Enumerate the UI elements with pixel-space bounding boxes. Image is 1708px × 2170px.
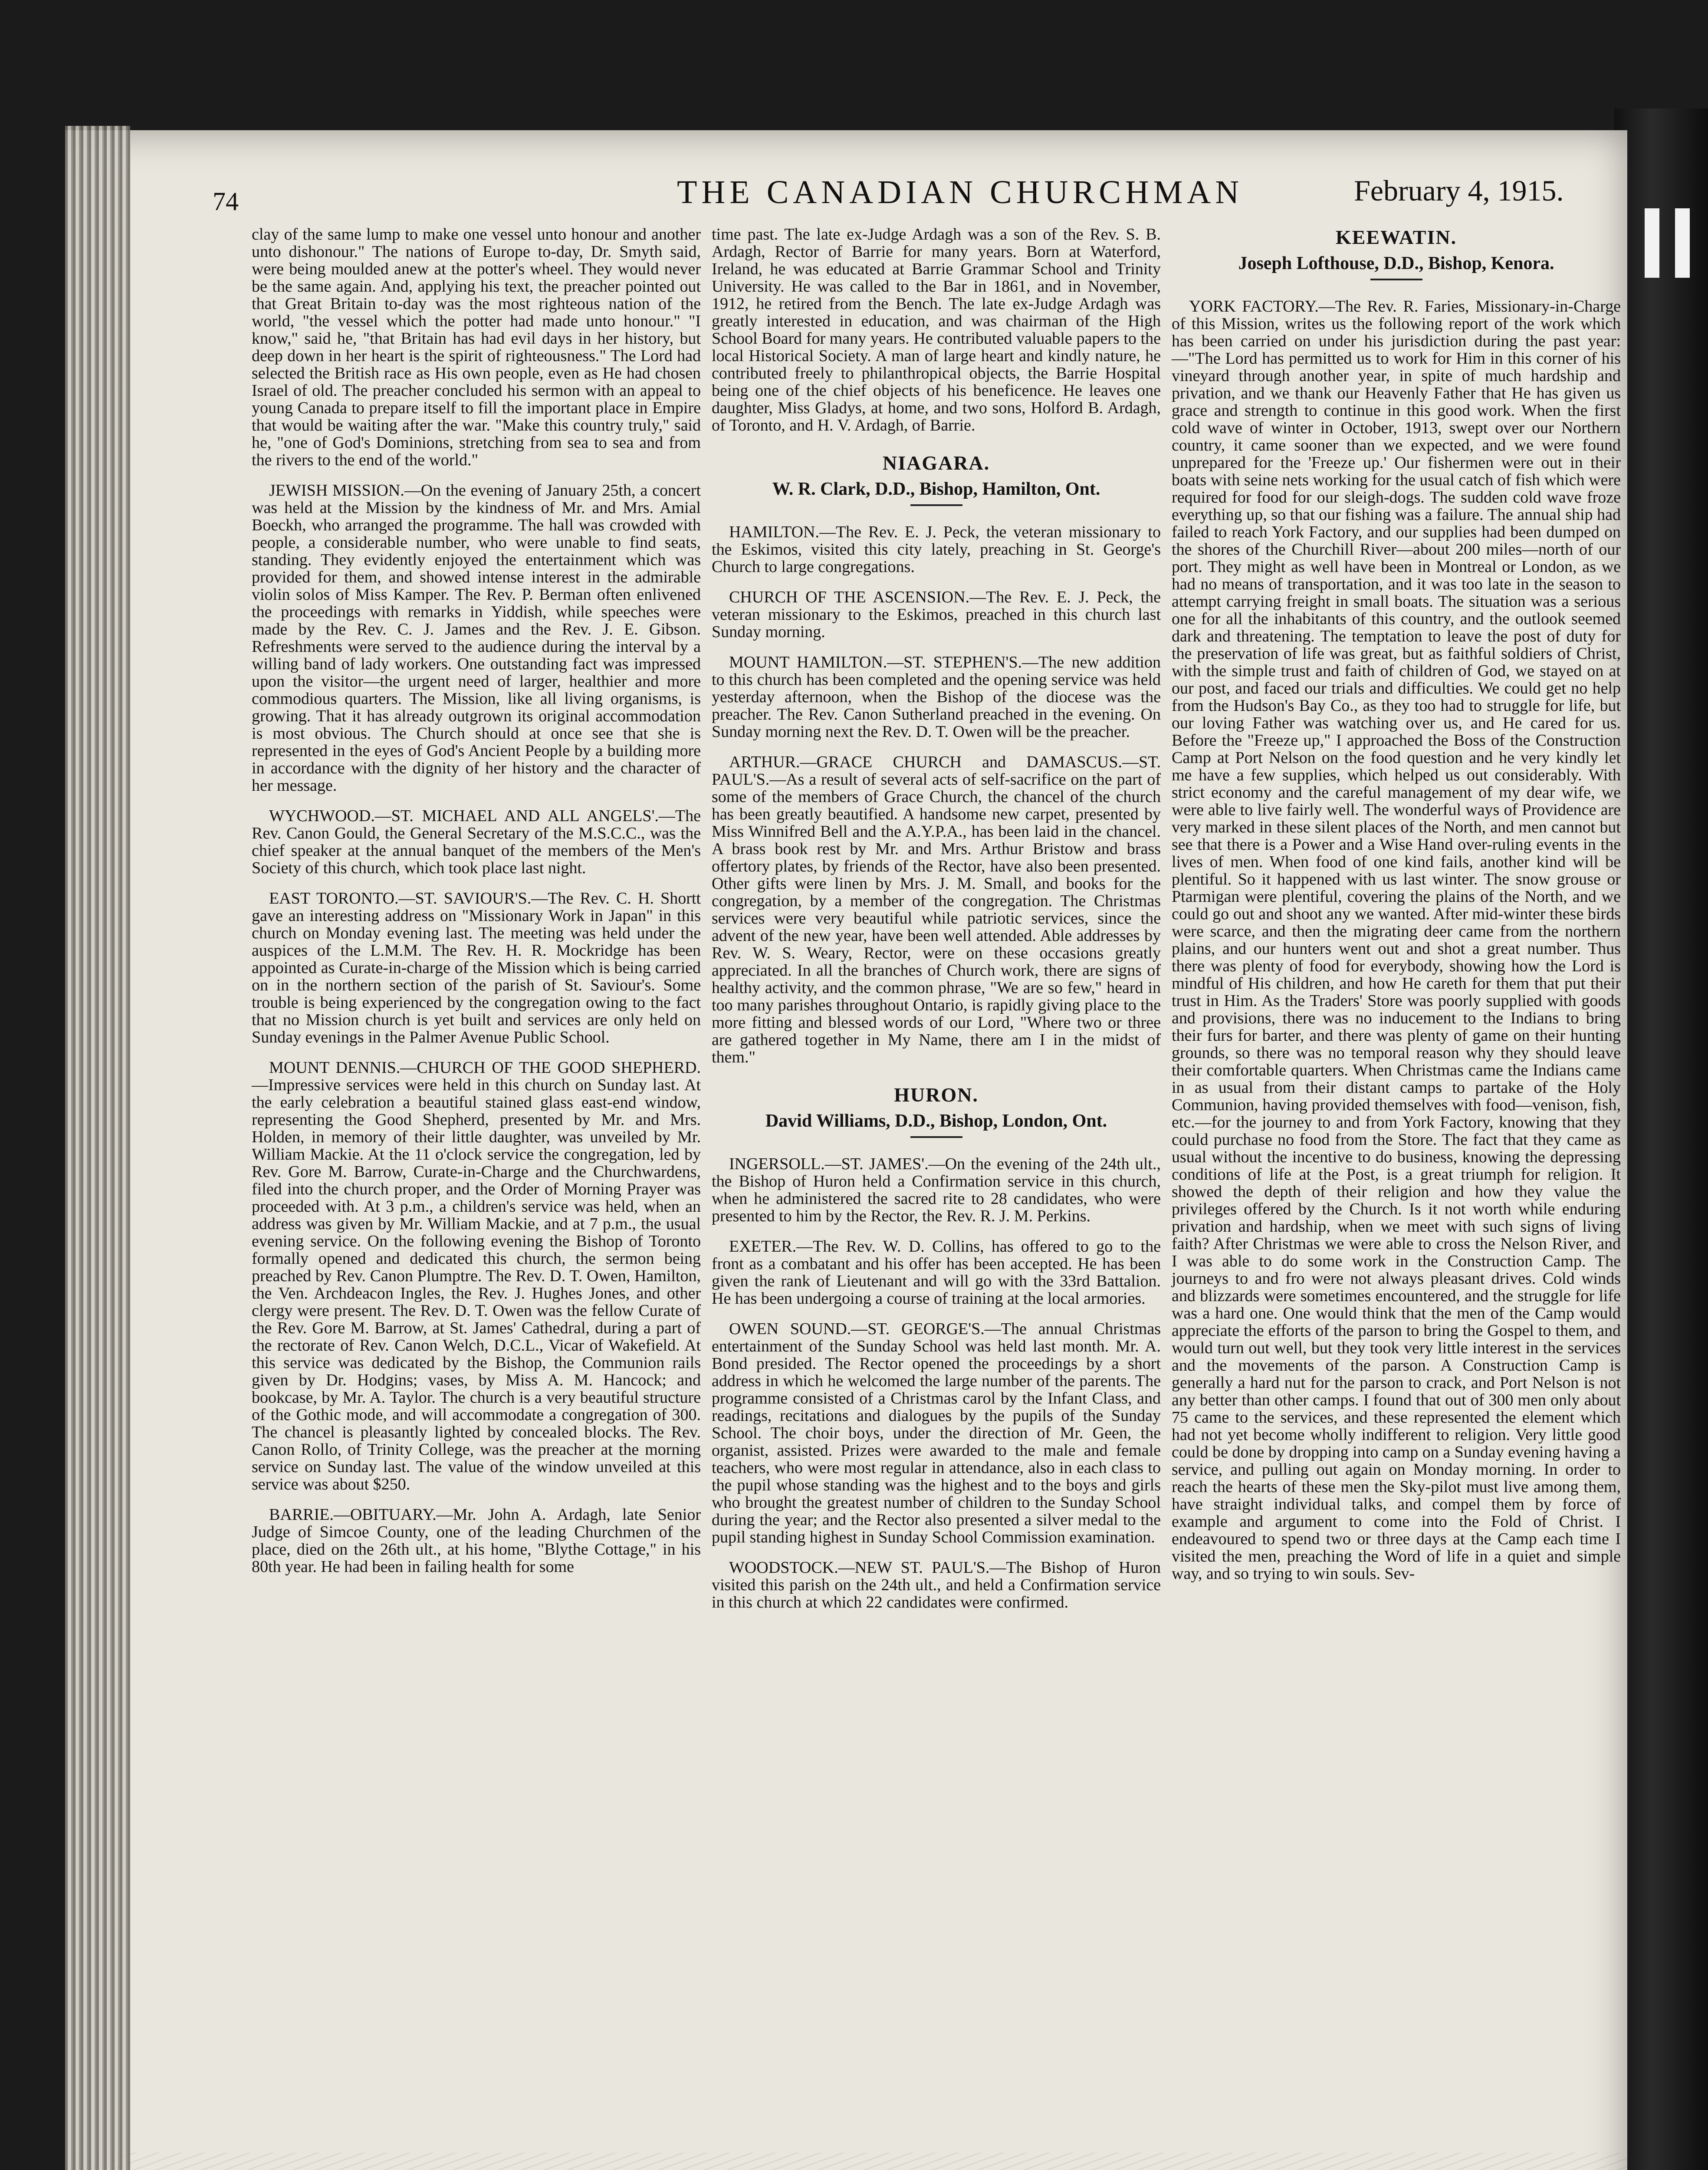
article-paragraph: EXETER.—The Rev. W. D. Collins, has offered to go to the front as a combatant and his offer has been accepted. He has been given the rank of Lieutenant and will go with the 33rd Battalion. He has been undergoing a course of training at the local armories.	[712, 1237, 1161, 1308]
diocese-heading-huron: HURON.	[894, 1084, 979, 1106]
issue-date: February 4, 1915.	[1354, 174, 1564, 207]
section-rule	[910, 1136, 962, 1138]
article-paragraph: MOUNT DENNIS.—CHURCH OF THE GOOD SHEPHERD.—Impressive services were held in this church on Sunday last. At the early celebration a beautiful stained glass east-end window, representing the Good Shepherd, presented by Mr. and Mrs. Holden, in memory of their little daughter, was unveiled by Mr. William Mackie. At the 11 o'clock service the congregation, led by Rev. Gore M. Barrow, Curate-in-Charge and the Churchwardens, filed into the church proper, and the Order of Morning Prayer was proceeded with. At 3 p.m., a children's service was held, when an address was given by Mr. William Mackie, and at 7 p.m., the usual evening service. On the following evening the Bishop of Toronto formally opened and dedicated this church, the sermon being preached by Rev. Canon Plumptre. The Rev. D. T. Owen, Hamilton, the Ven. Archdeacon Ingles, the Rev. J. Hughes Jones, and other clergy were present. The Rev. D. T. Owen was the fellow Curate of the Rev. Gore M. Barrow, at St. James' Cathedral, during a part of the rectorate of Rev. Canon Welch, D.C.L., Vicar of Wakefield. At this service was dedicated by the Bishop, the Communion rails given by Dr. Hodgins; vases, by Miss A. M. Hancock; and bookcase, by Mr. A. Taylor. The church is a very beautiful structure of the Gothic mode, and will accommodate a congregation of 300. The chancel is pleasantly lighted by concealed blocks. The Rev. Canon Rollo, of Trinity College, was the preacher at the morning service on Sunday last. The value of the window unveiled at this service was about $250.	[252, 1059, 701, 1493]
article-paragraph: ARTHUR.—GRACE CHURCH and DAMASCUS.—ST. PAUL'S.—As a result of several acts of self-sacrifice on the part of some of the members of Grace Church, the chancel of the church has been greatly beautified. A handsome new carpet, presented by Miss Winnifred Bell and the A.Y.P.A., has been laid in the chancel. A brass book rest by Mr. and Mrs. Arthur Bristow and brass offertory plates, by friends of the Rector, have also been presented. Other gifts were linen by Mrs. J. M. Small, and books for the congregation, by a member of the congregation. The Christmas services were very beautiful while patriotic services, since the advent of the new year, have been well attended. Able addresses by Rev. W. S. Weary, Rector, were on these occasions greatly appreciated. In all the branches of Church work, there are signs of healthy activity, and the common phrase, "We are so few," heard in too many parishes throughout Ontario, is rapidly giving place to the more fitting and blessed words of our Lord, "Where two or three are gathered together in My Name, there am I in the midst of them."	[712, 753, 1161, 1066]
page-header	[0, 174, 1708, 221]
column-3	[1172, 226, 1621, 1595]
bishop-line-huron: David Williams, D.D., Bishop, London, Ont.	[765, 1111, 1107, 1131]
article-paragraph: MOUNT HAMILTON.—ST. STEPHEN'S.—The new addition to this church has been completed and the opening service was held yesterday afternoon, when the Bishop of the diocese was the preacher. The Rev. Canon Sutherland preached in the evening. On Sunday morning next the Rev. D. T. Owen will be the preacher.	[712, 653, 1161, 741]
bishop-line-keewatin: Joseph Lofthouse, D.D., Bishop, Kenora.	[1238, 253, 1554, 273]
article-paragraph: INGERSOLL.—ST. JAMES'.—On the evening of the 24th ult., the Bishop of Huron held a Confirmation service in this church, when he administered the sacred rite to 28 candidates, who were presented to him by the Rector, the Rev. R. J. M. Perkins.	[712, 1155, 1161, 1225]
page-texture	[65, 2153, 1627, 2170]
article-paragraph: HAMILTON.—The Rev. E. J. Peck, the veteran missionary to the Eskimos, visited this city lately, preaching in St. George's Church to large congregations.	[712, 523, 1161, 576]
section-rule	[910, 504, 962, 506]
publication-title: THE CANADIAN CHURCHMAN	[677, 174, 1244, 210]
article-paragraph: WOODSTOCK.—NEW ST. PAUL'S.—The Bishop of Huron visited this parish on the 24th ult., and held a Confirmation service in this church at which 22 candidates were confirmed.	[712, 1558, 1161, 1611]
article-paragraph: clay of the same lump to make one vessel unto honour and another unto dishonour." The nations of Europe to-day, Dr. Smyth said, were being moulded anew at the potter's wheel. They would never be the same again. And, applying his text, the preacher pointed out that Great Britain to-day was the most righteous nation of the world, "the vessel which the potter had made unto honour." "I know," said he, "that Britain has had evil days in her history, but deep down in her heart is the spirit of righteousness." The Lord had selected the British race as His own people, even as He had chosen Israel of old. The preacher concluded his sermon with an appeal to young Canada to prepare itself to fill the important place in Empire that would be waiting after the war. "Make this country truly," said he, "one of God's Dominions, stretching from sea to sea and from the rivers to the end of the world."	[252, 225, 701, 469]
article-paragraph: time past. The late ex-Judge Ardagh was a son of the Rev. S. B. Ardagh, Rector of Barrie for many years. Born at Waterford, Ireland, he was educated at Barrie Grammar School and Trinity University. He was called to the Bar in 1861, and in November, 1912, he retired from the Bench. The late ex-Judge Ardagh was greatly interested in education, and was chairman of the High School Board for many years. He contributed valuable papers to the local Historical Society. A man of large heart and kindly nature, he contributed freely to philanthropical objects, the Barrie Hospital being one of the chief objects of his beneficence. He leaves one daughter, Miss Gladys, at home, and two sons, Holford B. Ardagh, of Toronto, and H. V. Ardagh, of Barrie.	[712, 225, 1161, 434]
page-fold-shadow	[1614, 108, 1708, 2170]
diocese-heading-keewatin: KEEWATIN.	[1335, 226, 1457, 248]
section-rule	[1370, 279, 1422, 280]
article-paragraph: YORK FACTORY.—The Rev. R. Faries, Missionary-in-Charge of this Mission, writes us the following report of the work which has been carried on under his jurisdiction during the past year:—"The Lord has permitted us to work for Him in this corner of his vineyard through another year, in spite of much hardship and privation, and we thank our Heavenly Father that He has given us grace and strength to continue in this good work. When the first cold wave of winter in October, 1913, swept over our Northern country, it came sooner than we expected, and we were found unprepared for the 'Freeze up.' Our fishermen were out in their boats with seine nets working for the usual catch of fish which were required for food for our sleigh-dogs. The sudden cold wave froze everything up, so that our fishing was a failure. The annual ship had failed to reach York Factory, and our supplies had been dumped on the shores of the Churchill River—about 200 miles—north of our port. They might as well have been in Montreal or London, as we had no means of transportation, and it was too late in the season to attempt carrying freight in small boats. The situation was a serious one for all the inhabitants of this country, and the outlook seemed dark and threatening. The temptation to leave the post of duty for the preservation of life was great, but as faithful soldiers of Christ, with the simple trust and faith of children of God, we stayed on at our post, and faced our trials and difficulties. We could get no help from the Hudson's Bay Co., as they too had to struggle for life, but our loving Father was watching over us, and He cared for us. Before the "Freeze up," I approached the Boss of the Construction Camp at Port Nelson on the food question and he very kindly let me have a few supplies, which helped us out considerably. With strict economy and the careful management of my dear wife, we were able to live fairly well. The wonderful ways of Providence are very marked in these silent places of the North, and men cannot but see that there is a Power and a Wise Hand over-ruling events in the lives of men. When food of one kind fails, another kind will be plentiful. So it happened with us last winter. The snow grouse or Ptarmigan were plentiful, covering the plains of the North, and we could go out and shoot any we wanted. After mid-winter these birds were scarce, and then the migrating deer came from the northern plains, and our hunters went out and shot a great number. Thus there was plenty of food for everybody, showing how the Lord is mindful of His children, and how He careth for them that put their trust in Him. As the Traders' Store was poorly supplied with goods and provisions, there was no inducement to the Indians to bring their furs for barter, and there was plenty of game on their hunting grounds, so there was no temporal reason why they should leave their comfortable quarters. When Christmas came the Indians came in as usual from their distant camps to partake of the Holy Communion, having provided themselves with food—venison, fish, etc.—for the journey to and from York Factory, knowing that they could purchase no food from the Store. The fact that they came as usual without the incentive to do business, knowing the depressing conditions of life at the Post, is a great triumph for religion. It showed the depth of their religion and how they value the privileges offered by the Church. Is it not worth while enduring privation and hardship, when we meet with such signs of living faith? After Christmas we were able to cross the Nelson River, and I was able to do some work in the Construction Camp. The journeys to and fro were not always pleasant drives. Cold winds and blizzards were sometimes encountered, and the struggle for life was a hard one. One would think that the men of the Camp would appreciate the efforts of the parson to bring the Gospel to them, and would turn out well, but they took very little interest in the services and the movements of the parson. A Construction Camp is generally a hard nut for the parson to crack, and Port Nelson is not any better than other camps. I found that out of 300 men only about 75 came to the services, and these represented the element which had not yet become wholly indifferent to religion. Very little good could be done by dropping into camp on a Sunday evening having a service, and pulling out again on Monday morning. In order to reach the hearts of these men the Sky-pilot must live among them, have straight individual talks, and compel them by force of example and argument to come into the Fold of Christ. I endeavoured to spend two or three days at the Camp each time I visited the men, preaching the Word of life in a quiet and simple way, and so trying to win souls. Sev-	[1172, 297, 1621, 1583]
article-paragraph: EAST TORONTO.—ST. SAVIOUR'S.—The Rev. C. H. Shortt gave an interesting address on "Missionary Work in Japan" in this church on Monday evening last. The meeting was held under the auspices of the L.M.M. The Rev. H. R. Mockridge has been appointed as Curate-in-charge of the Mission which is being carried on in the northern section of the parish of St. Saviour's. Some trouble is being experienced by the congregation owing to the fact that no Mission church is yet built and services are only held on Sunday evenings in the Palmer Avenue Public School.	[252, 889, 701, 1046]
column-1	[252, 226, 701, 1588]
article-paragraph: JEWISH MISSION.—On the evening of January 25th, a concert was held at the Mission by the kindness of Mr. and Mrs. Amial Boeckh, who arranged the programme. The hall was crowded with people, a considerable number, who were unable to find seats, standing. They evidently enjoyed the entertainment which was provided for them, and showed intense interest in the admirable violin solos of Miss Kamper. The Rev. P. Berman often enlivened the proceedings with remarks in Yiddish, while speeches were made by the Rev. C. J. James and the Rev. J. E. Gibson. Refreshments were served to the audience during the interval by a willing band of lady workers. One outstanding fact was impressed upon the visitor—the urgent need of larger, healthier and more commodious quarters. The Mission, like all living organisms, is growing. That it has already outgrown its original accommodation is most obvious. The Church should at once see that she is represented in the eyes of God's Ancient People by a building more in accordance with the dignity of her history and the character of her message.	[252, 481, 701, 795]
column-2	[712, 226, 1161, 1624]
bishop-line-niagara: W. R. Clark, D.D., Bishop, Hamilton, Ont.	[772, 479, 1100, 499]
article-paragraph: WYCHWOOD.—ST. MICHAEL AND ALL ANGELS'.—The Rev. Canon Gould, the General Secretary of the M.S.C.C., was the chief speaker at the annual banquet of the members of the Men's Society of this church, which took place last night.	[252, 807, 701, 877]
article-paragraph: BARRIE.—OBITUARY.—Mr. John A. Ardagh, late Senior Judge of Simcoe County, one of the leading Churchmen of the place, died on the 26th ult., at his home, "Blythe Cottage," in his 80th year. He had been in failing health for some	[252, 1506, 701, 1576]
page-number: 74	[213, 187, 239, 216]
article-paragraph: OWEN SOUND.—ST. GEORGE'S.—The annual Christmas entertainment of the Sunday School was held last month. Mr. A. Bond presided. The Rector opened the proceedings by a short address in which he welcomed the large number of the parents. The programme consisted of a Christmas carol by the Infant Class, and readings, recitations and dialogues by the pupils of the Sunday School. The choir boys, under the direction of Mr. Geen, the organist, assisted. Prizes were awarded to the male and female teachers, who were most regular in attendance, also in each class to the pupil whose standing was the highest and to the boys and girls who brought the greatest number of children to the Sunday School during the year; and the Rector also presented a silver medal to the pupil standing highest in Sunday School Commission examination.	[712, 1320, 1161, 1546]
article-paragraph: CHURCH OF THE ASCENSION.—The Rev. E. J. Peck, the veteran missionary to the Eskimos, preached in this church last Sunday morning.	[712, 588, 1161, 641]
page-binding-edge	[65, 126, 130, 2170]
diocese-heading-niagara: NIAGARA.	[882, 452, 990, 474]
